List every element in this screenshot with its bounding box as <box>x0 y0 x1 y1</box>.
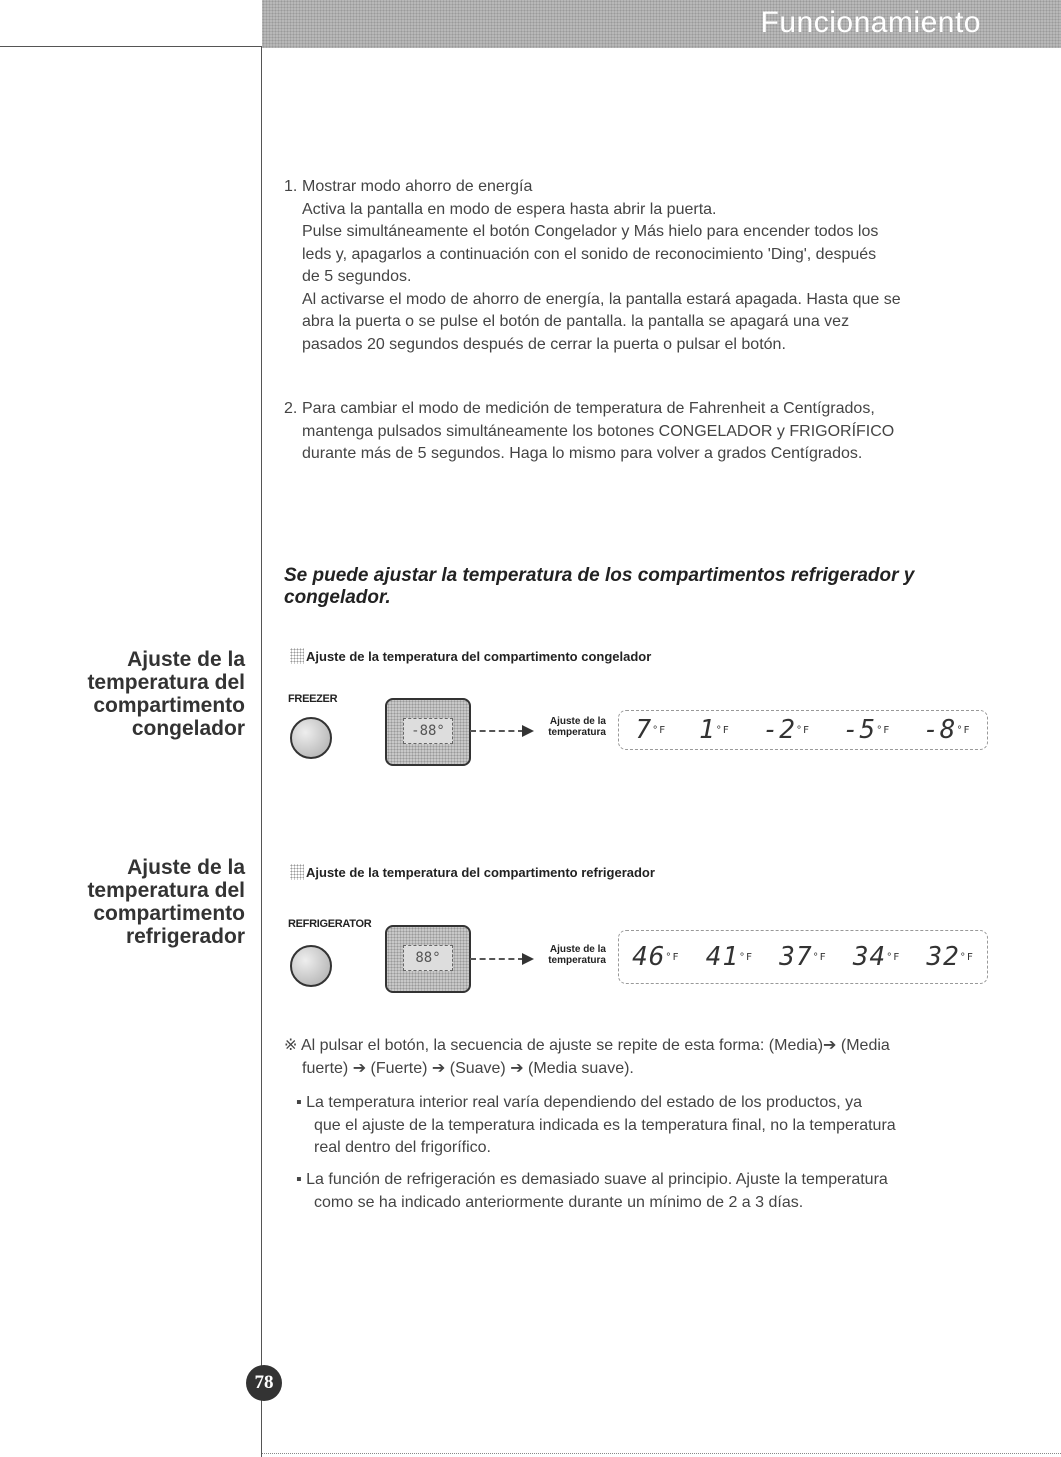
temp-number: 7 <box>635 715 653 745</box>
freezer-panel-label: FREEZER <box>288 693 338 705</box>
page-title: Funcionamiento <box>760 6 981 39</box>
intro-heading-line: Se puede ajustar la temperatura de los compartimentos refrigerador y <box>284 565 915 586</box>
note-symbol: ※ <box>284 1037 298 1054</box>
temp-value <box>923 715 970 745</box>
item-line: Al activarse el modo de ahorro de energía, la pantalla estará apagada. Hasta que se <box>302 290 901 308</box>
arrow-right-icon <box>470 958 524 962</box>
side-heading-line: refrigerador <box>125 925 245 948</box>
freezer-sub-heading <box>290 648 651 664</box>
bullet-line: que el ajuste de la temperatura indicada es la temperatura final, no la temperatura <box>314 1116 896 1134</box>
freezer-temperature-sequence <box>618 710 988 750</box>
bullet-text: La función de refrigeración es demasiado suave al principio. Ajuste la temperatura <box>306 1171 888 1188</box>
temp-unit: °F <box>959 952 974 963</box>
temp-value <box>763 715 810 745</box>
temp-unit: °F <box>715 725 730 736</box>
adjust-label-line: Ajuste de la <box>549 716 606 727</box>
temp-number: 32 <box>926 942 960 972</box>
adjust-label-line: temperatura <box>548 955 606 966</box>
fridge-display-readout: 88° <box>403 945 453 971</box>
note-bullet-2 <box>296 1169 996 1214</box>
freezer-side-heading <box>40 648 245 740</box>
instruction-item-2 <box>284 398 984 466</box>
hatch-mark-icon <box>290 864 304 880</box>
fridge-dial-button[interactable] <box>290 945 332 987</box>
note-line-2: fuerte) ➔ (Fuerte) ➔ (Suave) ➔ (Media suave). <box>302 1059 634 1077</box>
instruction-item-1 <box>284 176 984 356</box>
bullet-text: La temperatura interior real varía dependiendo del estado de los productos, ya <box>306 1094 863 1111</box>
temp-number: -2 <box>762 715 796 745</box>
temp-unit: °F <box>795 725 810 736</box>
bullet-line: real dentro del frigorífico. <box>314 1139 491 1156</box>
sub-heading-text: Ajuste de la temperatura del compartimento refrigerador <box>306 865 655 880</box>
item-number: 2. <box>284 400 298 417</box>
item-line: abra la puerta o se pulse el botón de pantalla. la pantalla se apagará una vez <box>302 313 850 330</box>
bullet-line: como se ha indicado anteriormente durante un mínimo de 2 a 3 días. <box>314 1193 804 1211</box>
adjustment-note <box>284 1035 994 1080</box>
vertical-divider <box>261 46 262 1457</box>
temp-number: -5 <box>842 715 877 745</box>
temp-unit: °F <box>652 725 667 736</box>
bullet-line <box>296 1092 996 1115</box>
temp-value <box>926 942 973 972</box>
temp-number: -8 <box>923 715 957 745</box>
note-line-1 <box>284 1035 994 1058</box>
item-line: Activa la pantalla en modo de espera hasta abrir la puerta. <box>302 200 717 218</box>
temp-value <box>632 942 679 972</box>
temp-number: 34 <box>852 942 887 972</box>
fridge-sub-heading <box>290 864 655 880</box>
freezer-display <box>385 698 471 766</box>
temp-value <box>699 715 730 745</box>
side-heading-line: Ajuste de la <box>127 648 245 671</box>
temp-value <box>843 715 890 745</box>
side-heading-line: compartimento <box>93 902 245 925</box>
temp-unit: °F <box>886 952 901 963</box>
item-number: 1. <box>284 178 298 195</box>
freezer-display-readout: -88° <box>403 718 453 744</box>
temp-unit: °F <box>739 952 754 963</box>
temp-number: 1 <box>699 715 716 745</box>
item-line: pasados 20 segundos después de cerrar la puerta o pulsar el botón. <box>302 335 786 353</box>
temp-value <box>779 942 826 972</box>
bottom-rule <box>262 1453 1061 1455</box>
temp-unit: °F <box>812 952 827 963</box>
item-line: mantenga pulsados simultáneamente los botones CONGELADOR y FRIGORÍFICO <box>302 422 895 440</box>
bullet-line <box>296 1169 996 1192</box>
side-heading-line: temperatura del <box>87 671 245 694</box>
temp-value <box>706 942 753 972</box>
page-number-badge: 78 <box>246 1365 282 1401</box>
item-line: leds y, apagarlos a continuación con el sonido de reconocimiento 'Ding', después <box>302 245 877 263</box>
bullet-icon: ▪ <box>296 1094 302 1111</box>
item-line: durante más de 5 segundos. Haga lo mismo para volver a grados Centígrados. <box>302 445 863 462</box>
temp-value <box>853 942 900 972</box>
temp-value <box>635 715 666 745</box>
side-heading-line: congelador <box>131 717 245 740</box>
hatch-mark-icon <box>290 648 304 664</box>
temp-number: 46 <box>632 942 666 972</box>
note-text: Al pulsar el botón, la secuencia de ajuste se repite de esta forma: (Media)➔ (Media <box>300 1037 890 1054</box>
freezer-adjust-label <box>536 716 606 738</box>
freezer-dial-button[interactable] <box>290 717 332 759</box>
arrow-right-icon <box>470 730 524 734</box>
intro-heading-line: congelador. <box>284 587 391 608</box>
fridge-panel-label: REFRIGERATOR <box>288 918 372 930</box>
item-line: Pulse simultáneamente el botón Congelador y Más hielo para encender todos los <box>302 223 879 240</box>
side-heading-line: compartimento <box>93 694 245 717</box>
top-rule <box>0 46 262 47</box>
side-heading-line: temperatura del <box>87 879 245 902</box>
temp-unit: °F <box>956 725 971 736</box>
section-intro-heading <box>284 565 984 609</box>
header-bar <box>262 0 1061 48</box>
side-heading-line: Ajuste de la <box>127 856 245 879</box>
note-bullet-1 <box>296 1092 996 1160</box>
temp-number: 37 <box>779 942 813 972</box>
fridge-adjust-label <box>536 944 606 966</box>
item-title: Mostrar modo ahorro de energía <box>302 178 533 195</box>
fridge-display <box>385 925 471 993</box>
fridge-side-heading <box>40 856 245 948</box>
fridge-temperature-sequence <box>618 930 988 984</box>
sub-heading-text: Ajuste de la temperatura del compartimento congelador <box>306 649 652 664</box>
adjust-label-line: temperatura <box>548 727 606 738</box>
temp-number: 41 <box>705 942 740 972</box>
bullet-icon: ▪ <box>296 1171 302 1188</box>
temp-unit: °F <box>665 952 680 963</box>
adjust-label-line: Ajuste de la <box>549 944 606 955</box>
item-line: Para cambiar el modo de medición de temperatura de Fahrenheit a Centígrados, <box>302 400 875 417</box>
temp-unit: °F <box>876 725 891 736</box>
item-line: de 5 segundos. <box>302 268 412 285</box>
